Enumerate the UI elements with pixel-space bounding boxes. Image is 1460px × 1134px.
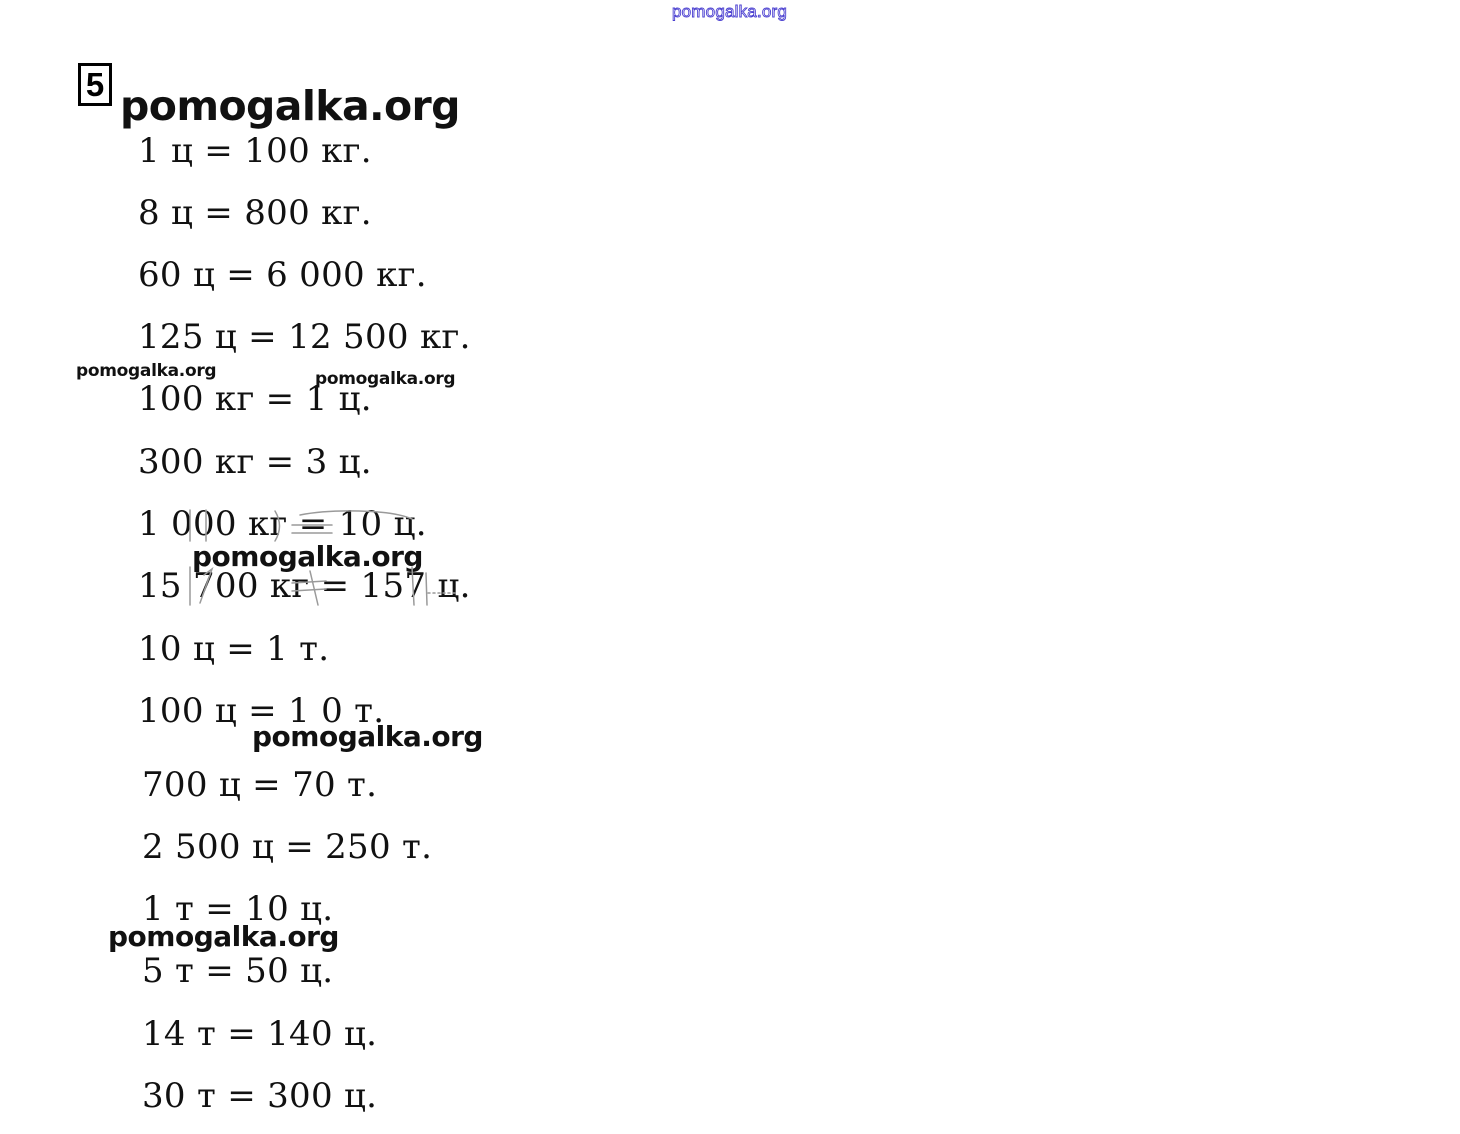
watermark-medium: pomogalka.org	[192, 540, 423, 573]
equation-line: 8 ц = 800 кг.	[138, 193, 372, 233]
equation-line: 1 ц = 100 кг.	[138, 131, 372, 171]
equation-line: 2 500 ц = 250 т.	[142, 827, 433, 867]
watermark-medium: pomogalka.org	[252, 720, 483, 753]
equation-line: 1 000 кг = 10 ц.	[138, 504, 427, 544]
task-number-box: 5	[78, 63, 112, 106]
equation-line: 14 т = 140 ц.	[142, 1014, 378, 1054]
watermark-title: pomogalka.org	[120, 82, 460, 130]
equation-line: 300 кг = 3 ц.	[138, 442, 372, 482]
header-watermark: pomogalka.org	[672, 2, 788, 21]
equation-line: 60 ц = 6 000 кг.	[138, 255, 427, 295]
equation-line: 10 ц = 1 т.	[138, 629, 330, 669]
equation-line: 100 кг = 1 ц.	[138, 379, 372, 419]
equation-line: 700 ц = 70 т.	[142, 765, 378, 805]
equation-line: 100 ц = 1 0 т.	[138, 691, 385, 731]
watermark-small: pomogalka.org	[76, 361, 217, 381]
equation-line: 1 т = 10 ц.	[142, 889, 334, 929]
equation-line: 15 700 кг = 157 ц.	[138, 566, 471, 606]
equation-line: 30 т = 300 ц.	[142, 1076, 378, 1116]
equation-line: 125 ц = 12 500 кг.	[138, 317, 471, 357]
watermark-medium: pomogalka.org	[108, 920, 339, 953]
equation-line: 5 т = 50 ц.	[142, 951, 334, 991]
watermark-small: pomogalka.org	[315, 369, 456, 389]
